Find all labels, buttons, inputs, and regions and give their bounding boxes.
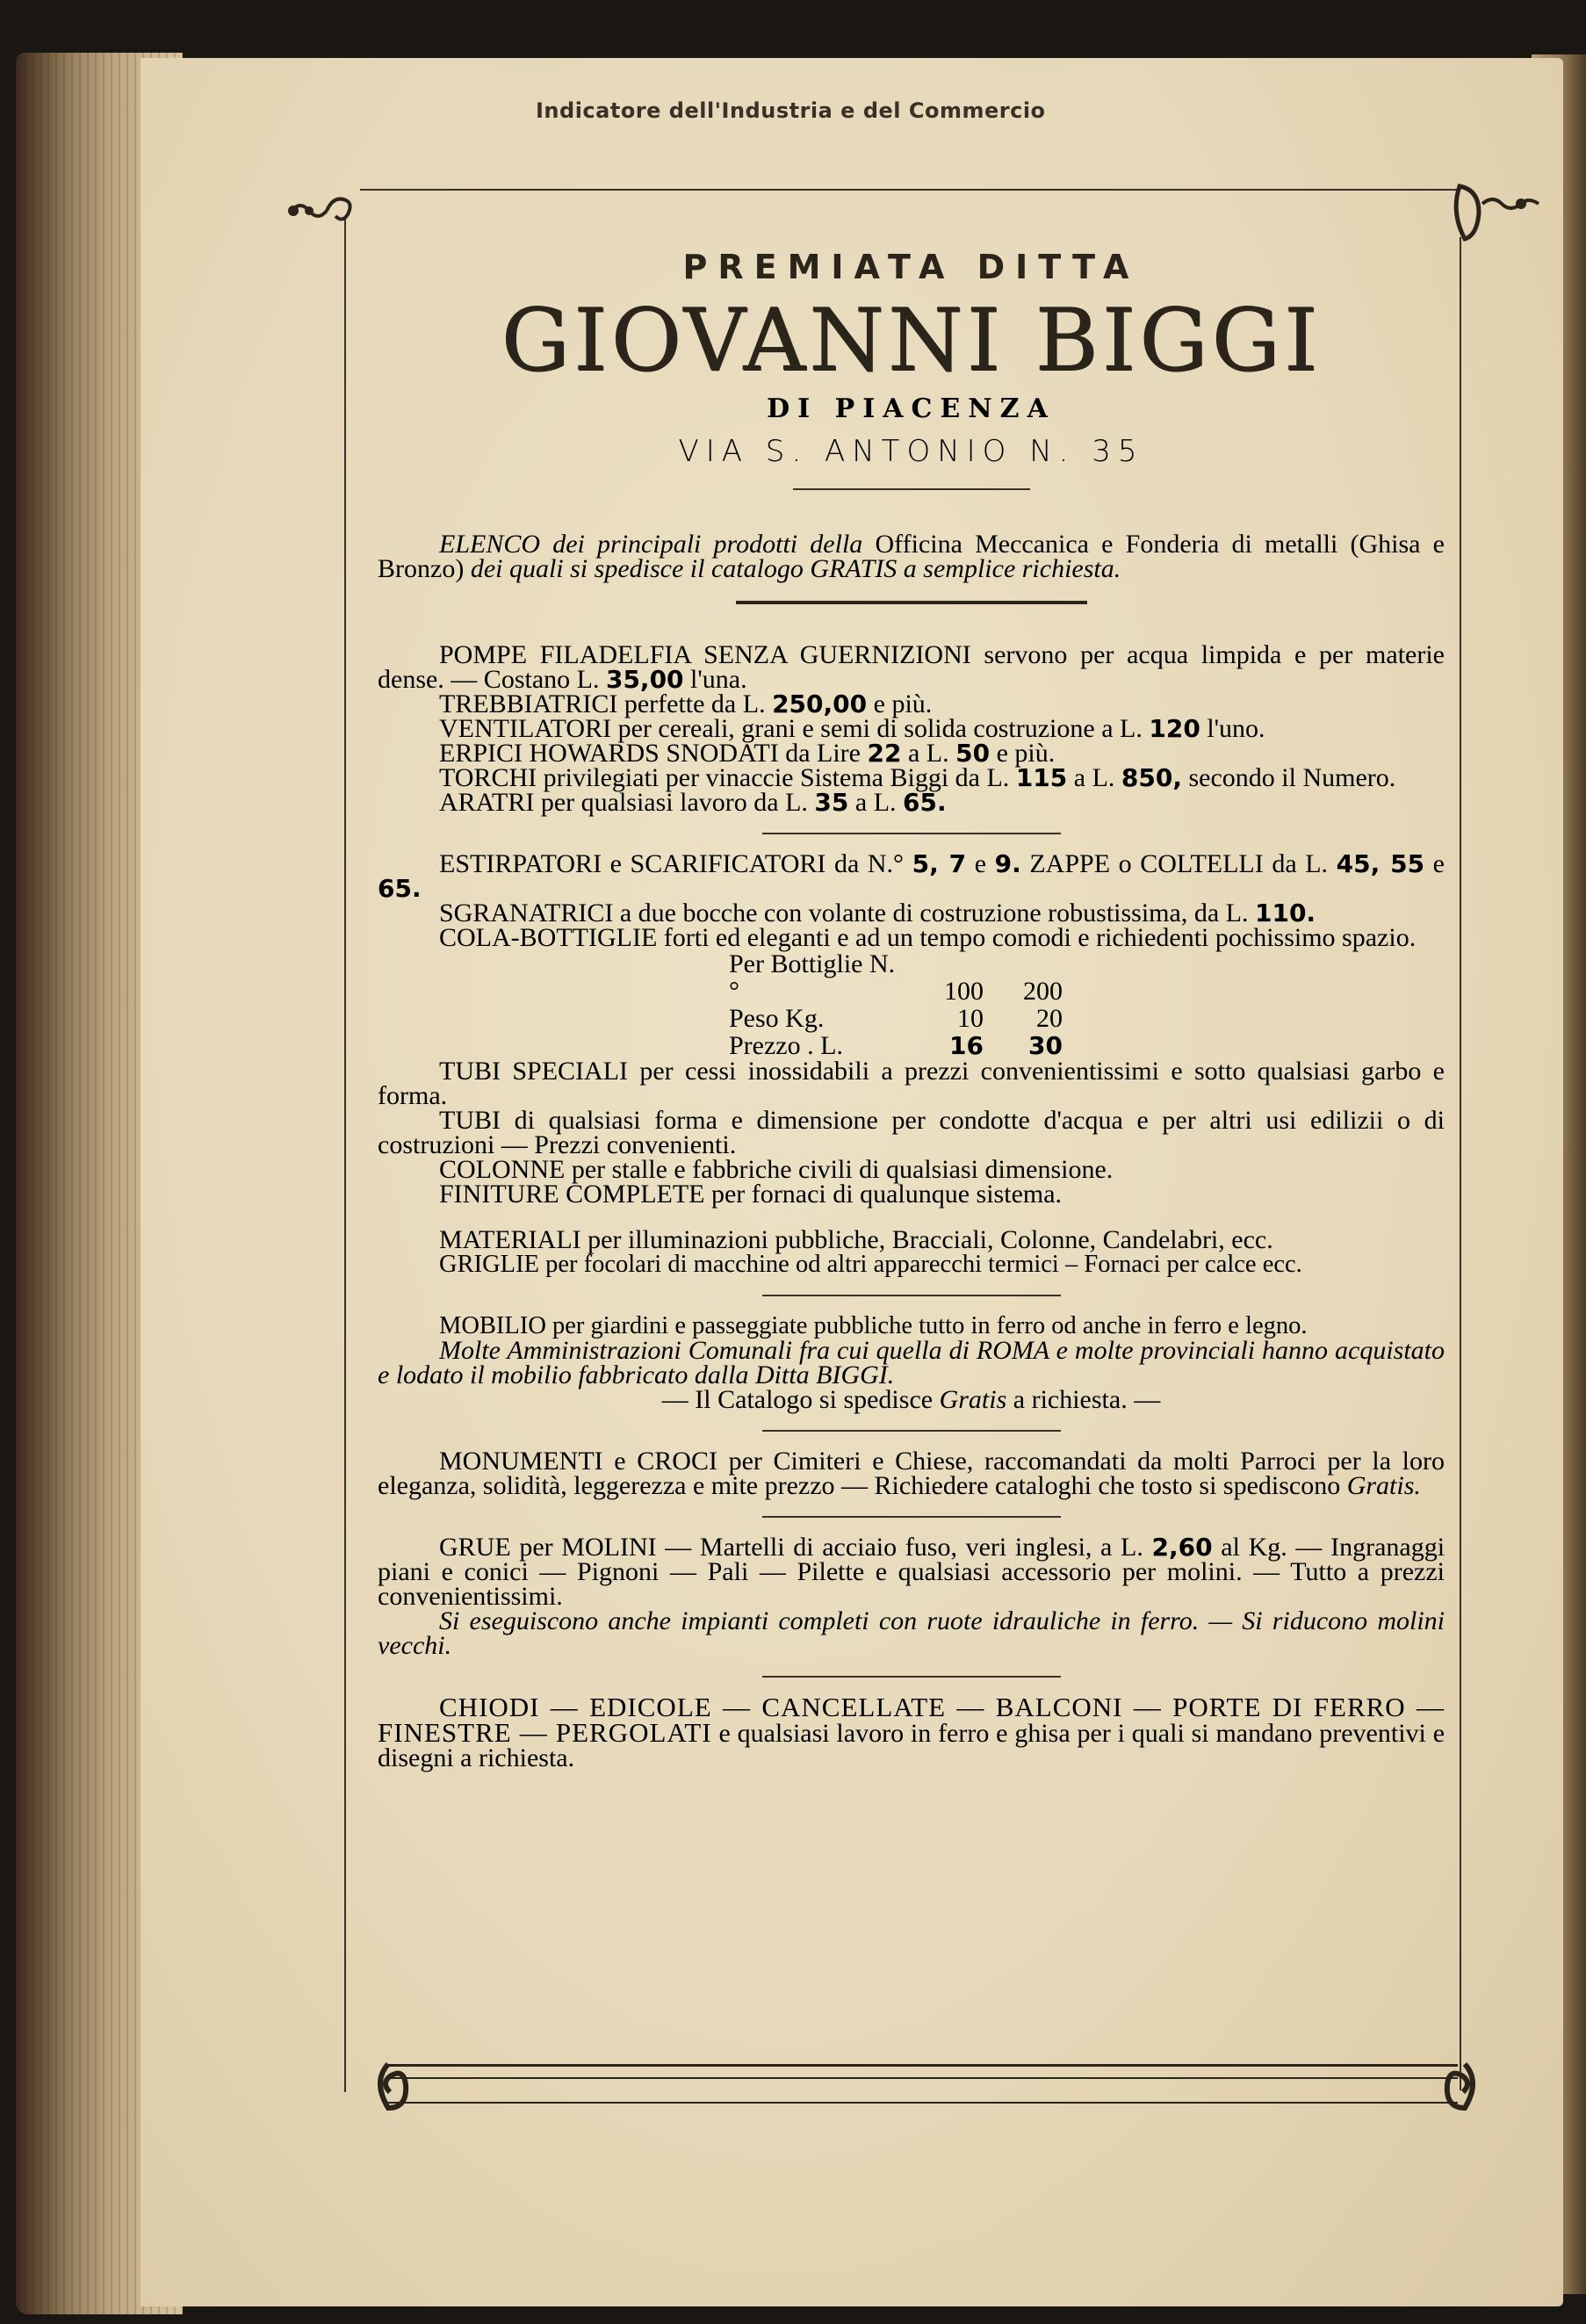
chiodi-line: CHIODI — EDICOLE — CANCELLATE — BALCONI — PORTE DI FERRO — FINESTRE — PERGOLATI e qualsiasi lavoro in ferro e ghisa per i quali si mandano preventivi e disegni a richiesta. [378,1692,1445,1772]
city-heading: DI PIACENZA [767,393,1056,424]
frame-bottom-rule [386,2064,1458,2104]
table-row: Per Bottiglie N.° 100 200 [729,949,1063,1006]
tubi-line: TUBI di qualsiasi forma e dimensione per condotte d'acqua e per altri usi edilizii o di costruzioni — Prezzi convenienti. [378,1106,1445,1159]
divider [762,1516,1061,1518]
materiali-line: MATERIALI per illuminazioni pubbliche, Bracciali, Colonne, Candelabri, ecc. [439,1225,1273,1254]
frame-left-rule [344,216,346,2092]
tubi-speciali-line: TUBI SPECIALI per cessi inossidabili a prezzi convenientissimi e sotto qualsiasi garbo e forma. [378,1057,1445,1110]
divider [736,601,1087,604]
grue-line: GRUE per MOLINI — Martelli di acciaio fuso, veri inglesi, a L. 2,60 al Kg. — Ingranaggi piani e conici — Pignoni — Pali — Pilette e qualsiasi accessorio per molini. — Tutto a prezzi convenientissimi. [378,1533,1445,1611]
frame-right-rule [1460,237,1461,2090]
amministrazioni-line: Molte Amministrazioni Comunali fra cui quella di ROMA e molte provinciali hanno acquistato e lodato il mobilio fabbricato dalla Ditta BIGGI. [378,1336,1445,1389]
trebbiatrici-line: TREBBIATRICI perfette da L. 250,00 e più. [439,689,933,718]
table-row: Prezzo . L. 16 30 [729,1031,1063,1060]
divider [762,833,1061,834]
company-name: GIOVANNI BIGGI [501,291,1322,391]
table-row: Peso Kg. 10 20 [729,1004,1063,1033]
running-head: Indicatore dell'Industria e del Commercio [536,98,1046,123]
sgranatrici-line: SGRANATRICI a due bocche con volante di costruzione robustissima, da L. 110. [439,899,1316,927]
torchi-line: TORCHI privilegiati per vinaccie Sistema Biggi da L. 115 a L. 850, secondo il Numero. [439,763,1396,792]
bottle-table [729,950,1445,1059]
catalogo-line: — Il Catalogo si spedisce Gratis a richiesta. — [661,1385,1161,1414]
erpici-line: ERPICI HOWARDS SNODATI da Lire 22 a L. 50 e più. [439,739,1056,768]
divider [762,1430,1061,1432]
top-left-ornament-icon [283,180,371,242]
ventilatori-line: VENTILATORI per cereali, grani e semi di solida costruzione a L. 120 l'uno. [439,714,1265,743]
bottom-right-ornament-icon [1430,2055,1482,2117]
impianti-line: Si eseguiscono anche impianti completi con ruote idrauliche in ferro. — Si riducono molini vecchi. [378,1606,1445,1660]
advertisement [378,246,1445,1771]
bottom-left-ornament-icon [371,2055,423,2117]
finiture-line: FINITURE COMPLETE per fornaci di qualunque sistema. [439,1180,1063,1209]
ditta-heading: PREMIATA DITTA [682,248,1140,286]
pompe-line: POMPE FILADELFIA SENZA GUERNIZIONI servono per acqua limpida e per materie dense. — Costano L. 35,00 l'una. [378,640,1445,694]
estirpatori-line: ESTIRPATORI e SCARIFICATORI da N.° 5, 7 e 9. ZAPPE o COLTELLI da L. 45, 55 e 65. [378,849,1445,903]
divider [793,488,1030,490]
aratri-line: ARATRI per qualsiasi lavoro da L. 35 a L. 65. [439,788,947,817]
top-right-ornament-icon [1449,169,1546,248]
griglie-line: GRIGLIE per focolari di macchine od altri apparecchi termici – Fornaci per calce ecc. [439,1251,1302,1278]
colonne-line: COLONNE per stalle e fabbriche civili di qualsiasi dimensione. [439,1155,1114,1184]
cola-bottiglie-line: COLA-BOTTIGLIE forti ed eleganti e ad un tempo comodi e richiedenti pochissimo spazio. [439,923,1417,952]
mobilio-line: MOBILIO per giardini e passeggiate pubbliche tutto in ferro od anche in ferro e legno. [439,1312,1308,1339]
divider [762,1676,1061,1678]
street-address: VIA S. ANTONIO N. 35 [678,434,1144,469]
intro-paragraph: ELENCO dei principali prodotti della Officina Meccanica e Fonderia di metalli (Ghisa e Bronzo) dei quali si spedisce il catalogo GRATIS a semplice richiesta. [378,530,1445,583]
frame-top-rule [360,189,1458,191]
divider [762,1295,1061,1296]
monumenti-line: MONUMENTI e CROCI per Cimiteri e Chiese, raccomandati da molti Parroci per la loro eleganza, solidità, leggerezza e mite prezzo — Richiedere cataloghi che tosto si spediscono Gratis. [378,1447,1445,1500]
